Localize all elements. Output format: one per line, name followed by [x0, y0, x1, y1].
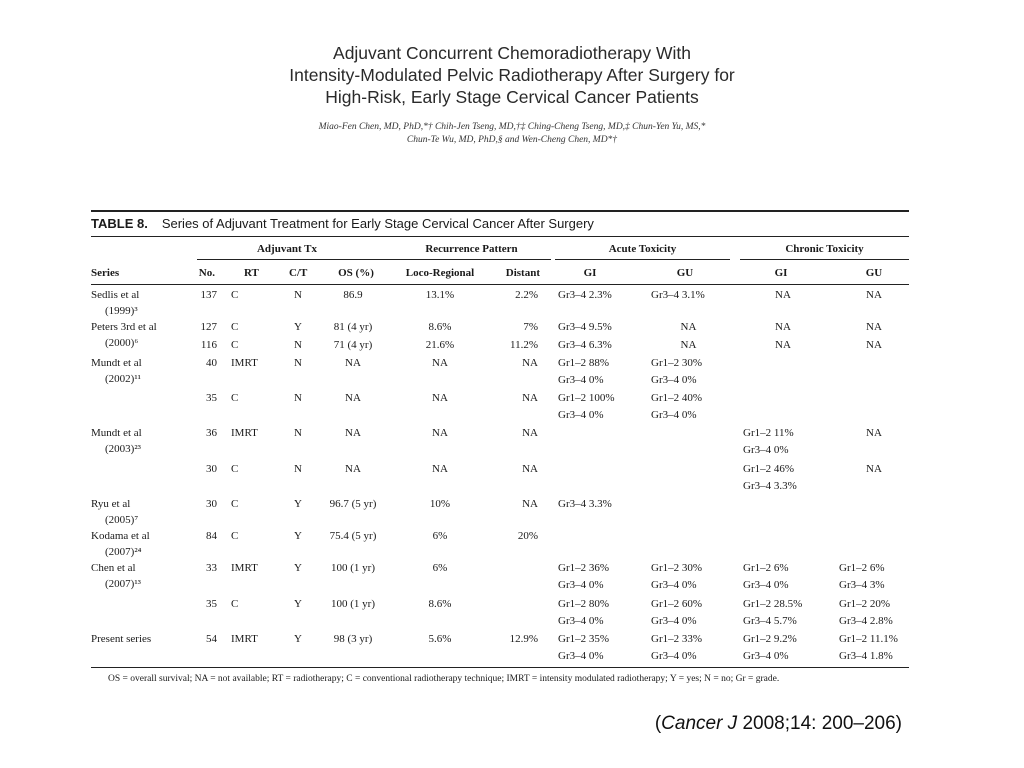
column-header: Series — [91, 267, 120, 279]
table-cell: C — [231, 530, 239, 542]
series-name: Mundt et al — [91, 357, 142, 369]
table-cell: Gr3–4 0% — [558, 650, 604, 662]
table-cell: NA — [522, 427, 538, 439]
table-cell: Y — [294, 530, 302, 542]
table-cell: Gr1–2 11.1% — [839, 633, 898, 645]
table-cell: Y — [294, 498, 302, 510]
group-header-acute: Acute Toxicity — [608, 243, 677, 255]
header-rule — [91, 284, 909, 285]
table-cell: NA — [680, 321, 697, 333]
table-cell: IMRT — [231, 633, 258, 645]
table-cell: 30 — [206, 498, 217, 510]
table-cell: 10% — [429, 498, 451, 510]
column-header: GI — [774, 267, 788, 279]
citation — [655, 713, 902, 735]
table-cell: N — [294, 339, 302, 351]
table-cell: NA — [866, 463, 882, 475]
table-cell: N — [294, 427, 302, 439]
series-name: Chen et al — [91, 562, 136, 574]
table-cell: IMRT — [231, 562, 258, 574]
table-cell: NA — [345, 463, 361, 475]
caption-rule — [91, 236, 909, 237]
column-header: C/T — [289, 267, 308, 279]
table-cell: NA — [866, 427, 882, 439]
table-cell: NA — [432, 427, 448, 439]
series-name: Kodama et al — [91, 530, 150, 542]
table-cell: Gr3–4 0% — [558, 579, 604, 591]
table-cell: 116 — [200, 339, 217, 351]
column-header: GU — [865, 267, 883, 279]
table-cell: NA — [866, 321, 882, 333]
table-cell: 71 (4 yr) — [333, 339, 373, 351]
table-cell: 21.6% — [425, 339, 455, 351]
table-cell: NA — [345, 357, 361, 369]
citation-journal: Cancer J — [661, 713, 738, 734]
column-header: OS (%) — [338, 267, 374, 279]
table-cell: NA — [866, 339, 882, 351]
table-cell: NA — [522, 463, 538, 475]
table-cell: NA — [432, 463, 448, 475]
table-cell: NA — [775, 339, 791, 351]
title-line: Adjuvant Concurrent Chemoradiotherapy With — [333, 43, 691, 63]
table-cell: C — [231, 463, 239, 475]
table-cell: 30 — [206, 463, 217, 475]
table-cell: 12.9% — [509, 633, 538, 645]
table-cell: Gr3–4 0% — [743, 444, 789, 456]
series-name: (2005)⁷ — [105, 514, 139, 526]
table-cell: NA — [522, 392, 538, 404]
table-cell: 96.7 (5 yr) — [329, 498, 377, 510]
series-name: Peters 3rd et al — [91, 321, 157, 333]
table-cell: 7% — [523, 321, 538, 333]
table-cell: 35 — [206, 598, 217, 610]
table-cell: Gr3–4 0% — [651, 374, 697, 386]
table-cell: IMRT — [231, 427, 258, 439]
table-cell: 33 — [206, 562, 217, 574]
table-cell: Gr1–2 33% — [651, 633, 703, 645]
group-header-chronic: Chronic Toxicity — [785, 243, 864, 255]
table-cell: Gr1–2 9.2% — [743, 633, 797, 645]
table-cell: NA — [432, 357, 448, 369]
table-cell: NA — [866, 289, 882, 301]
table-cell: Gr3–4 0% — [651, 579, 697, 591]
table-cell: Gr3–4 5.7% — [743, 615, 797, 627]
table-cell: Gr1–2 88% — [558, 357, 610, 369]
table-cell: Gr1–2 60% — [651, 598, 703, 610]
series-name: (1999)³ — [105, 305, 138, 317]
table-cell: Gr1–2 100% — [558, 392, 615, 404]
table-cell: Y — [294, 598, 302, 610]
table-cell: Gr1–2 6% — [743, 562, 789, 574]
table-cell: 137 — [200, 289, 217, 301]
table-cell: Gr3–4 3.3% — [743, 480, 797, 492]
table-cell: Gr1–2 28.5% — [743, 598, 803, 610]
series-name: (2003)²³ — [105, 443, 141, 455]
table-footnote: OS = overall survival; NA = not available; RT = radiotherapy; C = conventional radiotherapy technique; IMRT = intensity modulated radiotherapy; Y = yes; N = no; Gr = grade. — [108, 674, 780, 684]
series-name: (2007)²⁴ — [105, 546, 142, 558]
table-cell: C — [231, 598, 239, 610]
group-underline-recurrence — [392, 259, 551, 260]
table-cell: NA — [345, 427, 361, 439]
authors-line: Chun-Te Wu, MD, PhD,§ and Wen-Cheng Chen, MD*† — [406, 135, 618, 145]
table-cell: 100 (1 yr) — [331, 562, 375, 574]
table-cell: 35 — [206, 392, 217, 404]
table-cell: Gr1–2 46% — [743, 463, 795, 475]
column-header: GU — [676, 267, 694, 279]
table-cell: NA — [680, 339, 697, 351]
table-cell: 2.2% — [515, 289, 538, 301]
table-cell: C — [231, 321, 239, 333]
table-cell: Gr3–4 3.1% — [651, 289, 705, 301]
table-cell: Gr3–4 2.3% — [558, 289, 612, 301]
table-cell: NA — [432, 392, 448, 404]
table-cell: Gr3–4 0% — [558, 374, 604, 386]
table-bottom-rule — [91, 667, 909, 668]
table-cell: Y — [294, 321, 302, 333]
table-cell: 100 (1 yr) — [331, 598, 375, 610]
table-cell: Gr3–4 6.3% — [558, 339, 612, 351]
table-cell: 5.6% — [428, 633, 452, 645]
series-name: Sedlis et al — [91, 289, 140, 301]
table-cell: 127 — [200, 321, 217, 333]
table-cell: Gr3–4 1.8% — [839, 650, 893, 662]
table-cell: Gr1–2 30% — [651, 357, 703, 369]
table-cell: Gr3–4 0% — [651, 650, 697, 662]
table-cell: 6% — [432, 562, 448, 574]
group-header-recurrence: Recurrence Pattern — [425, 243, 518, 255]
table-cell: C — [231, 289, 239, 301]
table-cell: Gr1–2 35% — [558, 633, 610, 645]
table-cell: N — [294, 289, 302, 301]
table-cell: Y — [294, 562, 302, 574]
table-cell: Gr3–4 3% — [839, 579, 885, 591]
table-cell: Gr3–4 9.5% — [558, 321, 612, 333]
title-line: High-Risk, Early Stage Cervical Cancer Patients — [325, 87, 699, 107]
table-cell: 98 (3 yr) — [333, 633, 373, 645]
table-cell: Gr3–4 0% — [743, 579, 789, 591]
table-cell: 36 — [206, 427, 217, 439]
column-header: RT — [244, 267, 259, 279]
table-cell: Gr3–4 0% — [558, 409, 604, 421]
series-name: (2007)¹³ — [105, 578, 141, 590]
table-cell: NA — [522, 357, 538, 369]
series-name: Mundt et al — [91, 427, 142, 439]
series-name: Ryu et al — [91, 498, 131, 510]
series-name: (2000)⁶ — [105, 337, 139, 349]
table-cell: Gr1–2 20% — [839, 598, 891, 610]
table-cell: Y — [294, 633, 302, 645]
table-cell: 86.9 — [343, 289, 363, 301]
table-cell: NA — [775, 289, 791, 301]
table-cell: C — [231, 498, 239, 510]
table-cell: 84 — [206, 530, 217, 542]
table-cell: Gr1–2 40% — [651, 392, 703, 404]
title-line: Intensity-Modulated Pelvic Radiotherapy After Surgery for — [289, 65, 735, 85]
table-cell: Gr3–4 0% — [651, 409, 697, 421]
table-cell: 20% — [517, 530, 538, 542]
table-cell: 75.4 (5 yr) — [329, 530, 377, 542]
table-cell: NA — [775, 321, 791, 333]
table-cell: 13.1% — [425, 289, 455, 301]
table-cell: 40 — [206, 357, 217, 369]
citation-rest: 2008;14: 200–206) — [737, 713, 902, 734]
citation-open: ( — [654, 713, 662, 734]
table-cell: 8.6% — [428, 321, 452, 333]
table-cell: Gr3–4 3.3% — [558, 498, 612, 510]
table-cell: N — [294, 463, 302, 475]
table-cell: Gr1–2 80% — [558, 598, 610, 610]
table-caption-text: Series of Adjuvant Treatment for Early Stage Cervical Cancer After Surgery — [161, 216, 594, 231]
series-name: (2002)¹¹ — [105, 373, 141, 385]
article-title — [240, 42, 784, 108]
table-cell: C — [231, 339, 239, 351]
table-cell: Gr3–4 0% — [651, 615, 697, 627]
author-list — [240, 121, 784, 147]
table-cell: 54 — [206, 633, 217, 645]
table-cell: Gr1–2 30% — [651, 562, 703, 574]
table-label: TABLE 8. — [91, 216, 148, 231]
group-underline-acute — [555, 259, 730, 260]
authors-line: Miao-Fen Chen, MD, PhD,*† Chih-Jen Tseng, MD,†‡ Ching-Cheng Tseng, MD,‡ Chun-Yen Yu, MS,* — [318, 122, 706, 132]
column-header: Distant — [505, 267, 540, 279]
table-cell: Gr1–2 36% — [558, 562, 610, 574]
table-cell: N — [294, 357, 302, 369]
table-cell: Gr3–4 2.8% — [839, 615, 893, 627]
group-underline-chronic — [740, 259, 909, 260]
series-name: Present series — [91, 633, 152, 645]
table-cell: Gr3–4 0% — [743, 650, 789, 662]
table-cell: Gr1–2 11% — [743, 427, 794, 439]
column-header: No. — [198, 267, 215, 279]
column-header: Loco-Regional — [405, 267, 475, 279]
table-cell: Gr1–2 6% — [839, 562, 885, 574]
table-cell: 8.6% — [428, 598, 452, 610]
table-caption — [91, 216, 594, 231]
table-cell: NA — [345, 392, 361, 404]
table-cell: 11.2% — [509, 339, 538, 351]
table-cell: Gr3–4 0% — [558, 615, 604, 627]
table-cell: N — [294, 392, 302, 404]
group-header-adjuvant: Adjuvant Tx — [256, 243, 317, 255]
column-header: GI — [583, 267, 597, 279]
table-cell: NA — [522, 498, 538, 510]
table-cell: C — [231, 392, 239, 404]
table-cell: 6% — [432, 530, 448, 542]
table-top-rule — [91, 210, 909, 212]
table-cell: IMRT — [231, 357, 258, 369]
table-cell: 81 (4 yr) — [333, 321, 373, 333]
